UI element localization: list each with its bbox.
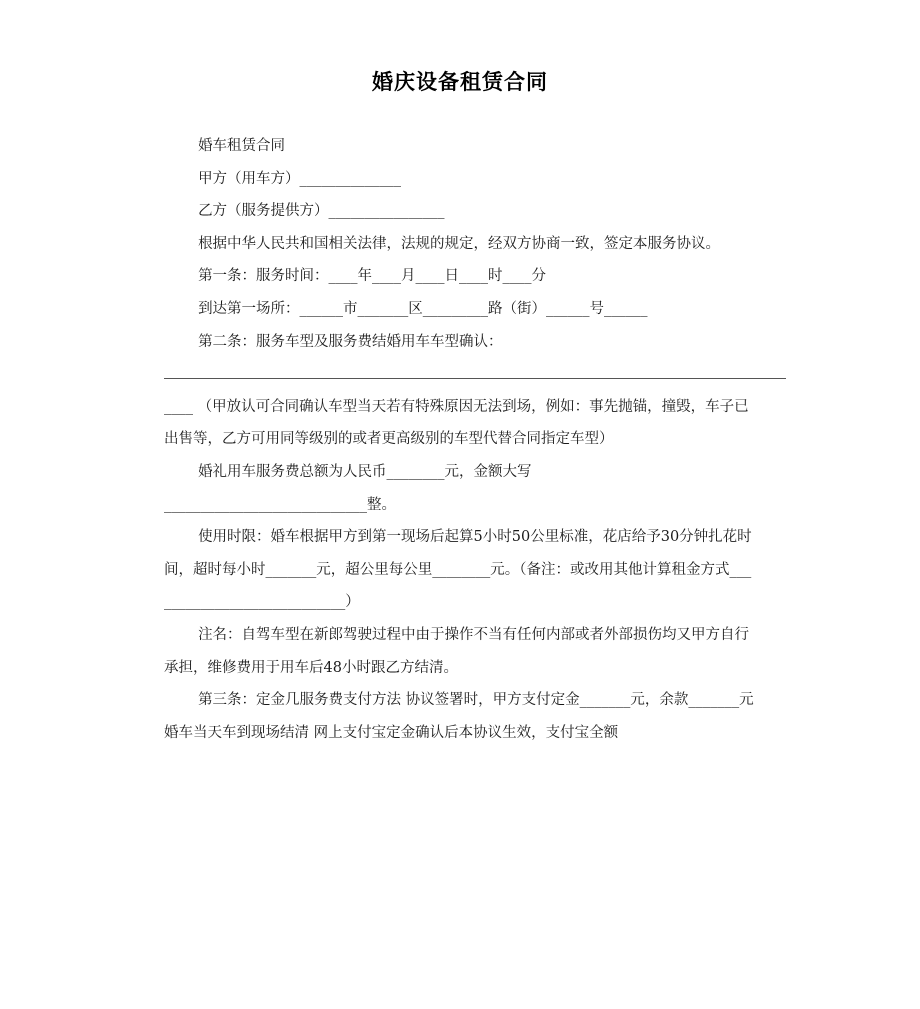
paragraph-note: 注名：自驾车型在新郎驾驶过程中由于操作不当有任何内部或者外部损伤均又甲方自行承担，维修费用于用车后48小时跟乙方结清。 bbox=[164, 626, 750, 676]
paragraph-preamble: 根据中华人民共和国相关法律，法规的规定，经双方协商一致，签定本服务协议。 bbox=[198, 235, 721, 252]
paragraph-first-venue: 到达第一场所：______市_______区_________路（街）______号______ bbox=[198, 300, 648, 317]
paragraph-article-2: 第二条：服务车型及服务费结婚用车车型确认： bbox=[198, 333, 503, 350]
paragraph-party-a: 甲方（用车方）______________ bbox=[198, 170, 402, 187]
rule-line bbox=[164, 378, 786, 379]
paragraph-amount-words: ____________________________整。 bbox=[164, 496, 396, 513]
fill-in-rule bbox=[164, 358, 758, 391]
paragraph-service-fee: 婚礼用车服务费总额为人民币________元，金额大写 bbox=[198, 463, 532, 480]
paragraph-party-b: 乙方（服务提供方）________________ bbox=[198, 203, 445, 220]
paragraph-article-3: 第三条：定金几服务费支付方法 协议签署时，甲方支付定金_______元，余款_______元婚车当天车到现场结清 网上支付宝定金确认后本协议生效，支付宝全额 bbox=[164, 692, 754, 741]
paragraph-usage-limit: 使用时限：婚车根据甲方到第一现场后起算5小时50公里标准，花店给予30分钟扎花时间，超时每小时_______元，超公里每公里________元。（备注：或改用其他计算租金方式____________________________） bbox=[164, 529, 752, 611]
paragraph-heading: 婚车租赁合同 bbox=[198, 138, 286, 154]
paragraph-vehicle-note: ____ （甲放认可合同确认车型当天若有特殊原因无法到场，例如：事先抛锚，撞毁，车子已出售等，乙方可用同等级别的或者更高级别的车型代替合同指定车型） bbox=[164, 398, 749, 448]
document-title: 婚庆设备租赁合同 bbox=[372, 70, 548, 94]
paragraph-article-1-time: 第一条：服务时间：____年____月____日____时____分 bbox=[198, 268, 547, 285]
document-body bbox=[164, 130, 758, 749]
